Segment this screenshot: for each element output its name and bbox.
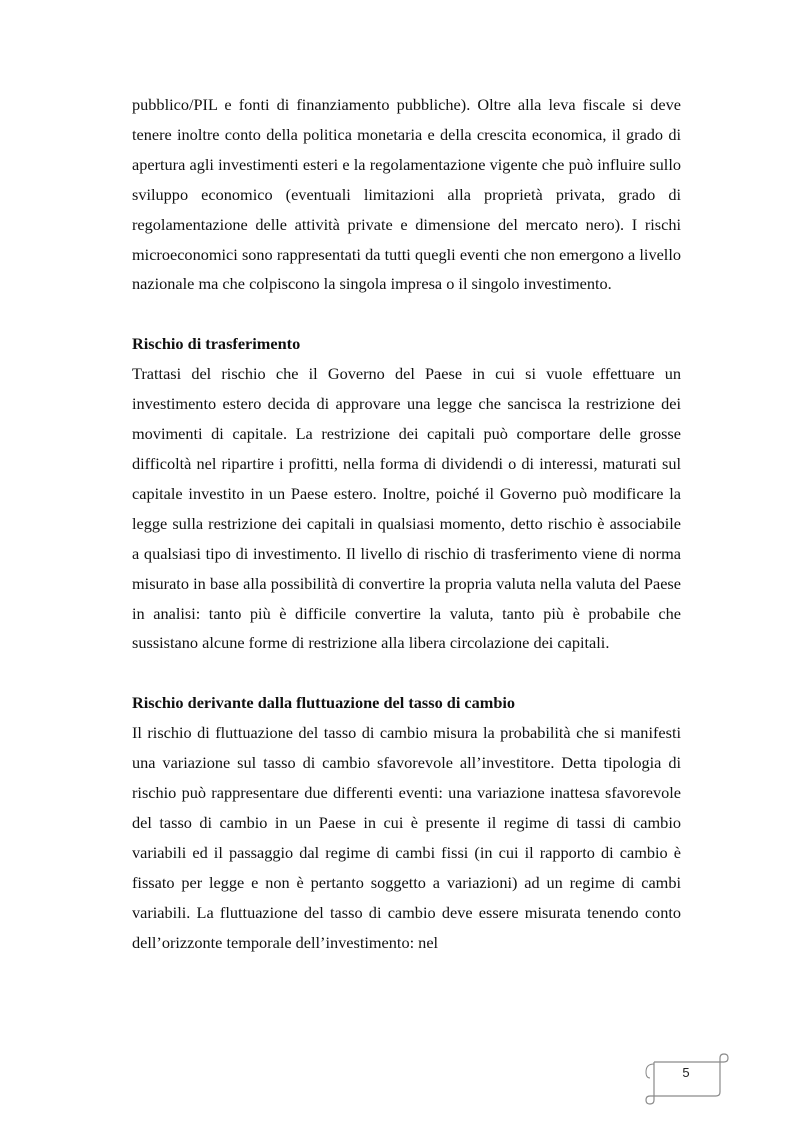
heading-transfer-risk: Rischio di trasferimento — [132, 334, 301, 354]
page-body — [132, 90, 681, 957]
paragraph-intro: pubblico/PIL e fonti di finanziamento pubbliche). Oltre alla leva fiscale si deve tenere inoltre conto della politica monetaria e della crescita economica, il grado di apertura agli investimenti esteri e la regolamentazione vigente che può influire sullo sviluppo economico (eventuali limitazioni alla proprietà privata, grado di regolamentazione delle attività private e dimensione del mercato nero). I rischi microeconomici sono rappresentati da tutti quegli eventi che non emergono a livello nazionale ma che colpiscono la singola impresa o il singolo investimento. — [132, 95, 681, 294]
page-number-scroll — [640, 1052, 730, 1106]
paragraph-transfer-risk: Trattasi del rischio che il Governo del Paese in cui si vuole effettuare un investimento estero decida di approvare una legge che sancisca la restrizione dei movimenti di capitale. La restrizione dei capitali può comportare delle grosse difficoltà nel ripartire i profitti, nella forma di dividendi o di interessi, maturati sul capitale investito in un Paese estero. Inoltre, poiché il Governo può modificare la legge sulla restrizione dei capitali in qualsiasi momento, detto rischio è associabile a qualsiasi tipo di investimento. Il livello di rischio di trasferimento viene di norma misurato in base alla possibilità di convertire la propria valuta nella valuta del Paese in analisi: tanto più è difficile convertire la valuta, tanto più è probabile che sussistano alcune forme di restrizione alla libera circolazione dei capitali. — [132, 364, 681, 653]
heading-exchange-risk: Rischio derivante dalla fluttuazione del tasso di cambio — [132, 693, 516, 713]
paragraph-exchange-risk: Il rischio di fluttuazione del tasso di cambio misura la probabilità che si manifesti una variazione sul tasso di cambio sfavorevole all’investitore. Detta tipologia di rischio può rappresentare due differenti eventi: una variazione inattesa sfavorevole del tasso di cambio in un Paese in cui è presente il regime di tassi di cambio variabili ed il passaggio dal regime di cambi fissi (in cui il rapporto di cambio è fissato per legge e non è pertanto soggetto a variazioni) ad un regime di cambi variabili. La fluttuazione del tasso di cambio deve essere misurata tenendo conto dell’orizzonte temporale dell’investimento: nel — [132, 723, 681, 952]
page-number: 5 — [682, 1065, 690, 1080]
